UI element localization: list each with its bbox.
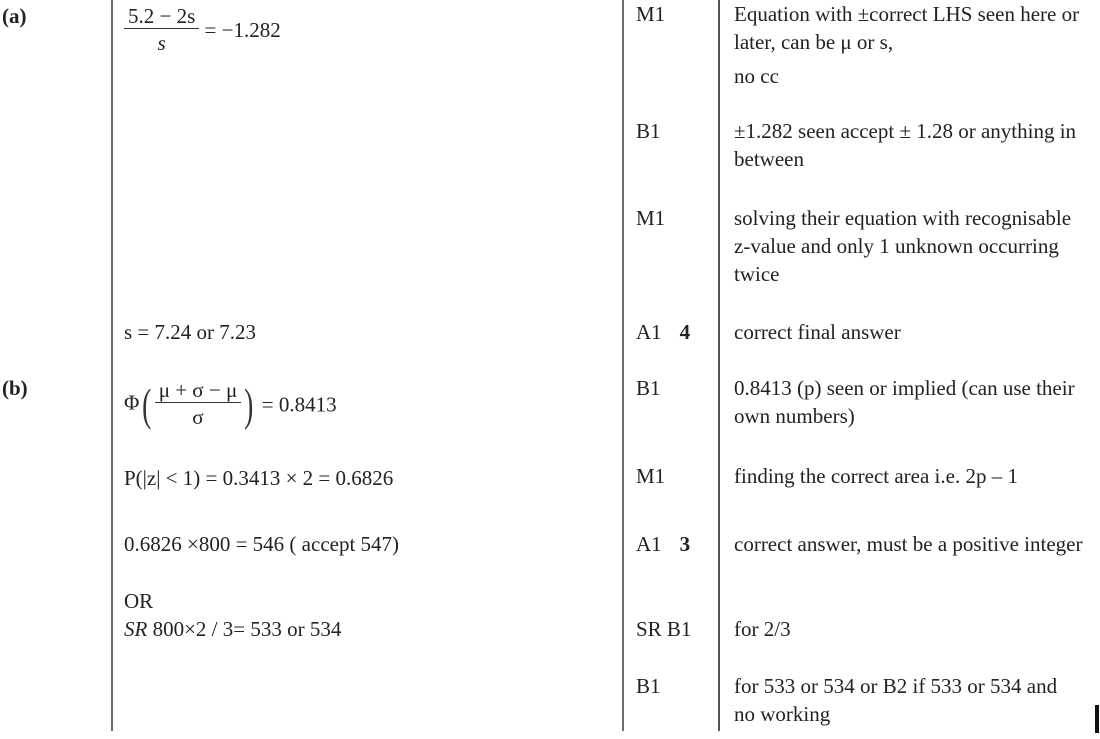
- fraction-numerator: 5.2 − 2s: [124, 4, 199, 29]
- phi-symbol: Φ: [124, 390, 140, 415]
- mark-code: B1: [636, 674, 661, 698]
- mark-row-7: [636, 530, 690, 558]
- note-row-3: solving their equation with recognisable z-value and only 1 unknown occurring twice: [734, 206, 1072, 286]
- mark-row-6: [636, 462, 665, 490]
- mark-code: M1: [636, 206, 666, 230]
- variable-s: s: [157, 31, 166, 55]
- note-row-7: correct answer, must be a positive integer: [734, 532, 1083, 556]
- mark-code: A1: [636, 320, 662, 344]
- phi-numerator: μ + σ − μ: [155, 378, 242, 403]
- mark-row-3: [636, 204, 665, 232]
- mark-row-2: [636, 117, 661, 145]
- part-b-phi-equation: [124, 378, 337, 431]
- equation-fraction: [124, 4, 199, 57]
- phi-rhs: = 0.8413: [261, 392, 337, 417]
- mark-code: M1: [636, 464, 666, 488]
- note-text-continued: no cc: [734, 64, 779, 88]
- mark-row-8: [636, 615, 691, 643]
- mark-code: B1: [636, 119, 661, 143]
- note-row-4: correct final answer: [734, 320, 901, 344]
- phi-fraction: [155, 378, 242, 431]
- notes-column-divider: [718, 0, 720, 731]
- mark-row-1: [636, 0, 665, 28]
- mark-row-9: [636, 672, 661, 700]
- phi-denominator: σ: [192, 405, 204, 429]
- mark-row-4: [636, 318, 690, 346]
- part-b-label: (b): [2, 376, 28, 400]
- working-column-divider: [111, 0, 113, 731]
- sr-expression: 800×2 / 3= 533 or 534: [147, 617, 342, 641]
- part-b-special-ruling: [124, 615, 341, 643]
- right-paren: ): [244, 378, 254, 430]
- mark-code: SR B1: [636, 617, 692, 641]
- sr-prefix: SR: [124, 617, 148, 641]
- mark-code: B1: [636, 376, 661, 400]
- note-row-9: for 533 or 534 or B2 if 533 or 534 and no working: [734, 674, 1058, 726]
- part-a-label: (a): [2, 4, 27, 28]
- mark-code: M1: [636, 2, 666, 26]
- fraction-denominator: [124, 29, 199, 57]
- part-a-equation: [124, 4, 281, 57]
- left-paren: (: [142, 378, 152, 430]
- text-cursor-icon: [1095, 705, 1099, 733]
- note-row-5: 0.8413 (p) seen or implied (can use their own numbers): [734, 376, 1075, 428]
- part-b-probability: P(|z| < 1) = 0.3413 × 2 = 0.6826: [124, 466, 394, 490]
- marks-column-divider: [622, 0, 624, 731]
- note-row-2: ±1.282 seen accept ± 1.28 or anything in between: [734, 119, 1077, 171]
- part-b-or: OR: [124, 589, 154, 613]
- note-text: Equation with ±correct LHS seen here or later, can be μ or s,: [734, 2, 1080, 54]
- part-a-result: s = 7.24 or 7.23: [124, 320, 257, 344]
- mark-total: 4: [679, 320, 691, 344]
- note-row-6: finding the correct area i.e. 2p – 1: [734, 464, 1018, 488]
- note-row-1: [734, 0, 1084, 90]
- mark-total: 3: [679, 532, 691, 556]
- part-b-calculation: 0.6826 ×800 = 546 ( accept 547): [124, 532, 400, 556]
- note-row-8: for 2/3: [734, 617, 791, 641]
- equation-rhs: = −1.282: [204, 18, 281, 42]
- mark-row-5: [636, 374, 661, 402]
- mark-code: A1: [636, 532, 662, 556]
